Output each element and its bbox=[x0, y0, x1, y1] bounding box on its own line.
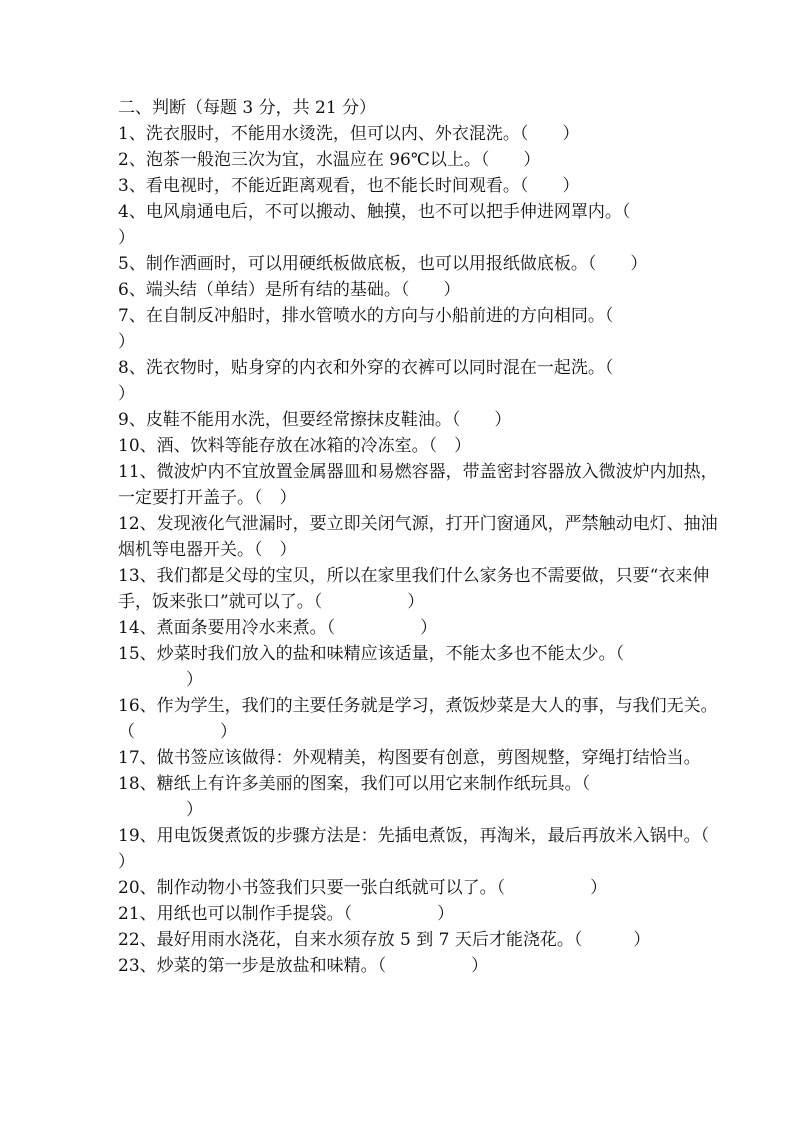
section-title: 二、判断（每题 3 分，共 21 分） bbox=[118, 98, 377, 118]
question-item: 15、炒菜时我们放入的盐和味精应该适量，不能太多也不能太少。（ ） bbox=[118, 644, 625, 690]
question-item: 3、看电视时，不能近距离观看，也不能长时间观看。（ ） bbox=[118, 176, 580, 196]
question-item: 11、微波炉内不宜放置金属器皿和易燃容器，带盖密封容器放入微波炉内加热，一定要打开盖子。（ ） bbox=[118, 462, 718, 508]
question-item: 2、泡茶一般泡三次为宜，水温应在 96℃以上。（ ） bbox=[118, 150, 541, 170]
question-item: 19、用电饭煲煮饭的步骤方法是：先插电煮饭，再淘米，最后再放米入锅中。（ ） bbox=[118, 826, 794, 872]
question-item: 22、最好用雨水浇花，自来水须存放 5 到 7 天后才能浇花。（ ） bbox=[118, 930, 651, 950]
question-item: 20、制作动物小书签我们只要一张白纸就可以了。（ ） bbox=[118, 878, 608, 898]
question-item: 7、在自制反冲船时，排水管喷水的方向与小船前进的方向相同。（ ） bbox=[118, 306, 614, 352]
judgment-section bbox=[118, 95, 794, 979]
question-item: 4、电风扇通电后，不可以搬动、触摸，也不可以把手伸进网罩内。（ ） bbox=[118, 202, 631, 248]
question-item: 9、皮鞋不能用水洗，但要经常擦抹皮鞋油。（ ） bbox=[118, 410, 512, 430]
question-item: 23、炒菜的第一步是放盐和味精。（ ） bbox=[118, 956, 489, 976]
question-item: 12、发现液化气泄漏时，要立即关闭气源，打开门窗通风，严禁触动电灯、抽油烟机等电器开关。（ ） bbox=[118, 514, 718, 560]
question-item: 6、端头结（单结）是所有结的基础。（ ） bbox=[118, 280, 461, 300]
question-item: 8、洗衣物时，贴身穿的内衣和外穿的衣裤可以同时混在一起洗。（ ） bbox=[118, 358, 614, 404]
question-item: 21、用纸也可以制作手提袋。（ ） bbox=[118, 904, 455, 924]
question-item: 16、作为学生，我们的主要任务就是学习，煮饭炒菜是大人的事，与我们无关。（ ） bbox=[118, 696, 718, 742]
question-item: 5、制作洒画时，可以用硬纸板做底板，也可以用报纸做底板。（ ） bbox=[118, 254, 648, 274]
question-item: 1、洗衣服时，不能用水烫洗，但可以内、外衣混洗。（ ） bbox=[118, 124, 580, 144]
question-item: 17、做书签应该做得：外观精美，构图要有创意，剪图规整，穿绳打结恰当。 bbox=[118, 748, 701, 768]
question-item: 13、我们都是父母的宝贝，所以在家里我们什么家务也不需要做，只要“衣来伸手，饭来张口”就可以了。（ ） bbox=[118, 566, 710, 612]
question-list bbox=[118, 121, 794, 979]
question-item: 14、煮面条要用冷水来煮。（ ） bbox=[118, 618, 438, 638]
question-item: 10、酒、饮料等能存放在冰箱的冷冻室。（ ） bbox=[118, 436, 472, 456]
question-item: 18、糖纸上有许多美丽的图案，我们可以用它来制作纸玩具。（ ） bbox=[118, 774, 591, 820]
